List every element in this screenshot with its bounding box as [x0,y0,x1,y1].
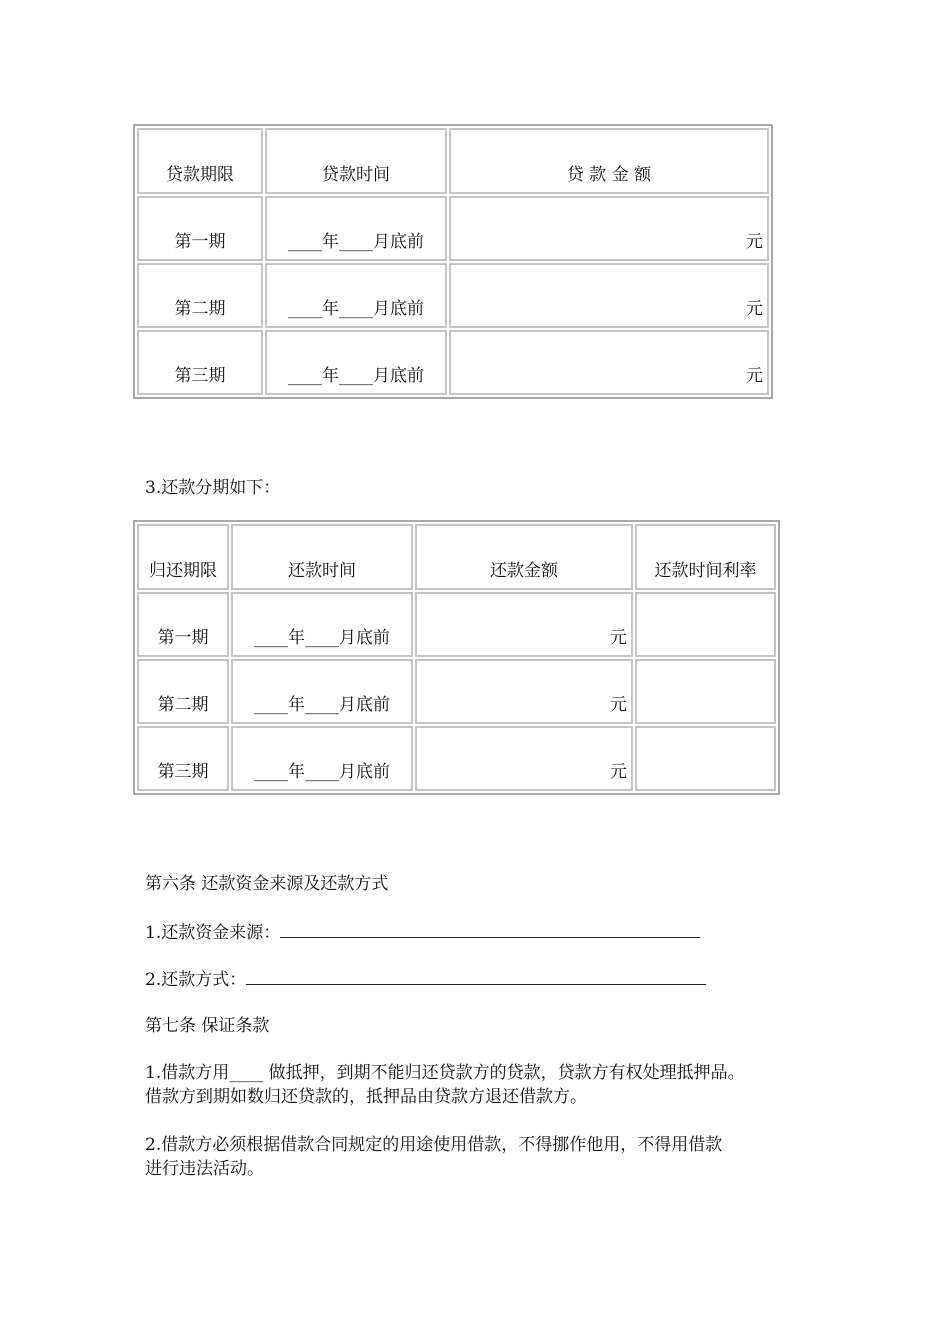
article7-item1-line1: 1.借款方用____ 做抵押，到期不能归还贷款方的贷款，贷款方有权处理抵押品。 [145,1063,745,1083]
period-cell: 第一期 [137,592,229,657]
time-cell: ____年____月底前 [231,726,413,791]
amount-cell: 元 [415,659,633,724]
period-cell: 第二期 [137,263,263,328]
repayment-schedule-table [133,520,780,795]
repay-source-label: 1.还款资金来源： [145,923,281,943]
amount-cell: 元 [449,330,769,395]
table-row [137,726,776,791]
article7-item2-line1: 2.借款方必须根据借款合同规定的用途使用借款，不得挪作他用，不得用借款 [145,1135,723,1155]
time-cell: ____年____月底前 [265,196,447,261]
repay-source-line [145,921,700,944]
repay-method-line [145,968,706,991]
article6-title: 第六条 还款资金来源及还款方式 [145,874,389,894]
article7-item2-line2: 进行违法活动。 [145,1159,264,1179]
loan-schedule-table [133,124,773,399]
amount-cell: 元 [449,196,769,261]
time-cell: ____年____月底前 [231,659,413,724]
table-header-row [137,524,776,590]
table-row [137,659,776,724]
article7-title: 第七条 保证条款 [145,1016,270,1036]
header-cell: 贷款期限 [137,128,263,194]
time-cell: ____年____月底前 [231,592,413,657]
header-cell: 贷款时间 [265,128,447,194]
repay-heading: 3.还款分期如下： [145,478,281,498]
time-cell: ____年____月底前 [265,330,447,395]
repay-method-blank [246,968,706,985]
amount-cell: 元 [415,592,633,657]
amount-cell: 元 [449,263,769,328]
table-header-row [137,128,769,194]
time-cell: ____年____月底前 [265,263,447,328]
period-cell: 第三期 [137,726,229,791]
table-row [137,330,769,395]
rate-cell [635,592,776,657]
table-row [137,196,769,261]
repay-method-label: 2.还款方式： [145,970,247,990]
header-cell: 还款金额 [415,524,633,590]
period-cell: 第一期 [137,196,263,261]
table-row [137,592,776,657]
article7-item1-line2: 借款方到期如数归还贷款的，抵押品由贷款方退还借款方。 [145,1087,587,1107]
period-cell: 第三期 [137,330,263,395]
rate-cell [635,726,776,791]
rate-cell [635,659,776,724]
header-cell: 归还期限 [137,524,229,590]
table-row [137,263,769,328]
header-cell: 还款时间利率 [635,524,776,590]
repay-source-blank [280,921,700,938]
header-cell: 还款时间 [231,524,413,590]
period-cell: 第二期 [137,659,229,724]
header-cell: 贷 款 金 额 [449,128,769,194]
amount-cell: 元 [415,726,633,791]
